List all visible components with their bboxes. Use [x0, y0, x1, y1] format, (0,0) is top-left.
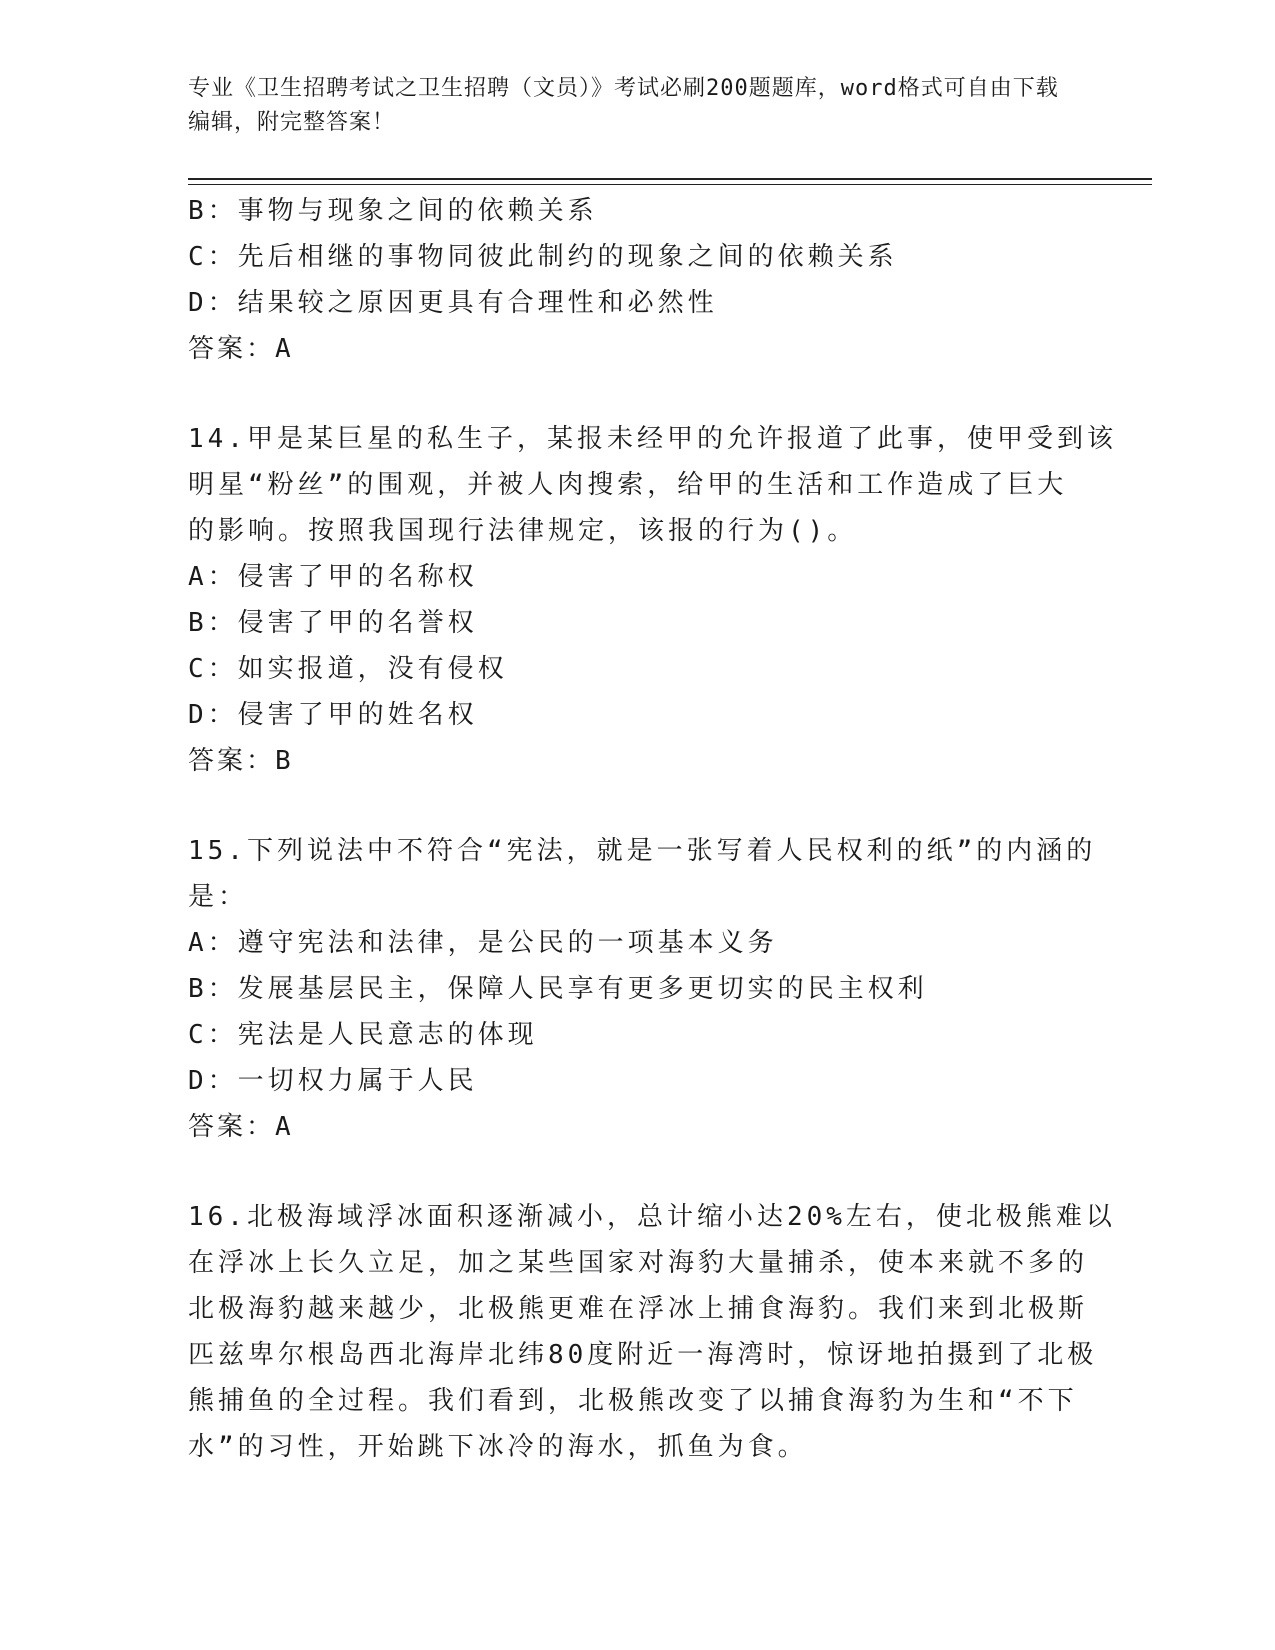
option-line: C：宪法是人民意志的体现 — [188, 1020, 538, 1050]
answer-line: 答案：A — [188, 334, 294, 364]
question-text-line: 北极海豹越来越少，北极熊更难在浮冰上捕食海豹。我们来到北极斯 — [188, 1294, 1089, 1324]
header-title: 专业《卫生招聘考试之卫生招聘（文员）》考试必刷200题题库，word格式可自由下载编辑，附完整答案！ — [188, 76, 1059, 135]
option-line: D：结果较之原因更具有合理性和必然性 — [188, 288, 718, 318]
question-14 — [188, 416, 1117, 784]
option-line: B：侵害了甲的名誉权 — [188, 608, 478, 638]
option-line: A：遵守宪法和法律，是公民的一项基本义务 — [188, 928, 778, 958]
question-gap — [188, 1150, 1068, 1194]
option-line: B：事物与现象之间的依赖关系 — [188, 196, 598, 226]
question-text-line: 明星“粉丝”的围观，并被人肉搜索，给甲的生活和工作造成了巨大 — [188, 470, 1068, 500]
continued-question — [188, 188, 1068, 372]
header-rule-thin — [188, 184, 1152, 185]
question-16 — [188, 1194, 1116, 1470]
header-rule-thick — [188, 178, 1152, 180]
option-line: C：如实报道，没有侵权 — [188, 654, 508, 684]
question-text-line: 是： — [188, 882, 249, 912]
answer-line: 答案：B — [188, 746, 294, 776]
question-gap — [188, 784, 1068, 828]
answer-line: 答案：A — [188, 1112, 294, 1142]
option-line: B：发展基层民主，保障人民享有更多更切实的民主权利 — [188, 974, 928, 1004]
question-text-line: 的影响。按照我国现行法律规定，该报的行为()。 — [188, 516, 858, 546]
question-text-line: 水”的习性，开始跳下冰冷的海水，抓鱼为食。 — [188, 1432, 808, 1462]
question-text-line: 16.北极海域浮冰面积逐渐减小，总计缩小达20%左右，使北极熊难以 — [188, 1202, 1116, 1232]
option-line: C：先后相继的事物同彼此制约的现象之间的依赖关系 — [188, 242, 898, 272]
question-text-line: 在浮冰上长久立足，加之某些国家对海豹大量捕杀，使本来就不多的 — [188, 1248, 1089, 1278]
option-line: A：侵害了甲的名称权 — [188, 562, 478, 592]
question-text-line: 15.下列说法中不符合“宪法，就是一张写着人民权利的纸”的内涵的 — [188, 836, 1097, 866]
question-text-line: 14.甲是某巨星的私生子，某报未经甲的允许报道了此事，使甲受到该 — [188, 424, 1117, 454]
question-text-line: 熊捕鱼的全过程。我们看到，北极熊改变了以捕食海豹为生和“不下 — [188, 1386, 1078, 1416]
option-line: D：一切权力属于人民 — [188, 1066, 478, 1096]
question-text-line: 匹兹卑尔根岛西北海岸北纬80度附近一海湾时，惊讶地拍摄到了北极 — [188, 1340, 1098, 1370]
question-15 — [188, 828, 1097, 1150]
option-line: D：侵害了甲的姓名权 — [188, 700, 478, 730]
question-gap — [188, 372, 1068, 416]
document-header — [188, 72, 1068, 140]
question-body — [188, 188, 1117, 1470]
